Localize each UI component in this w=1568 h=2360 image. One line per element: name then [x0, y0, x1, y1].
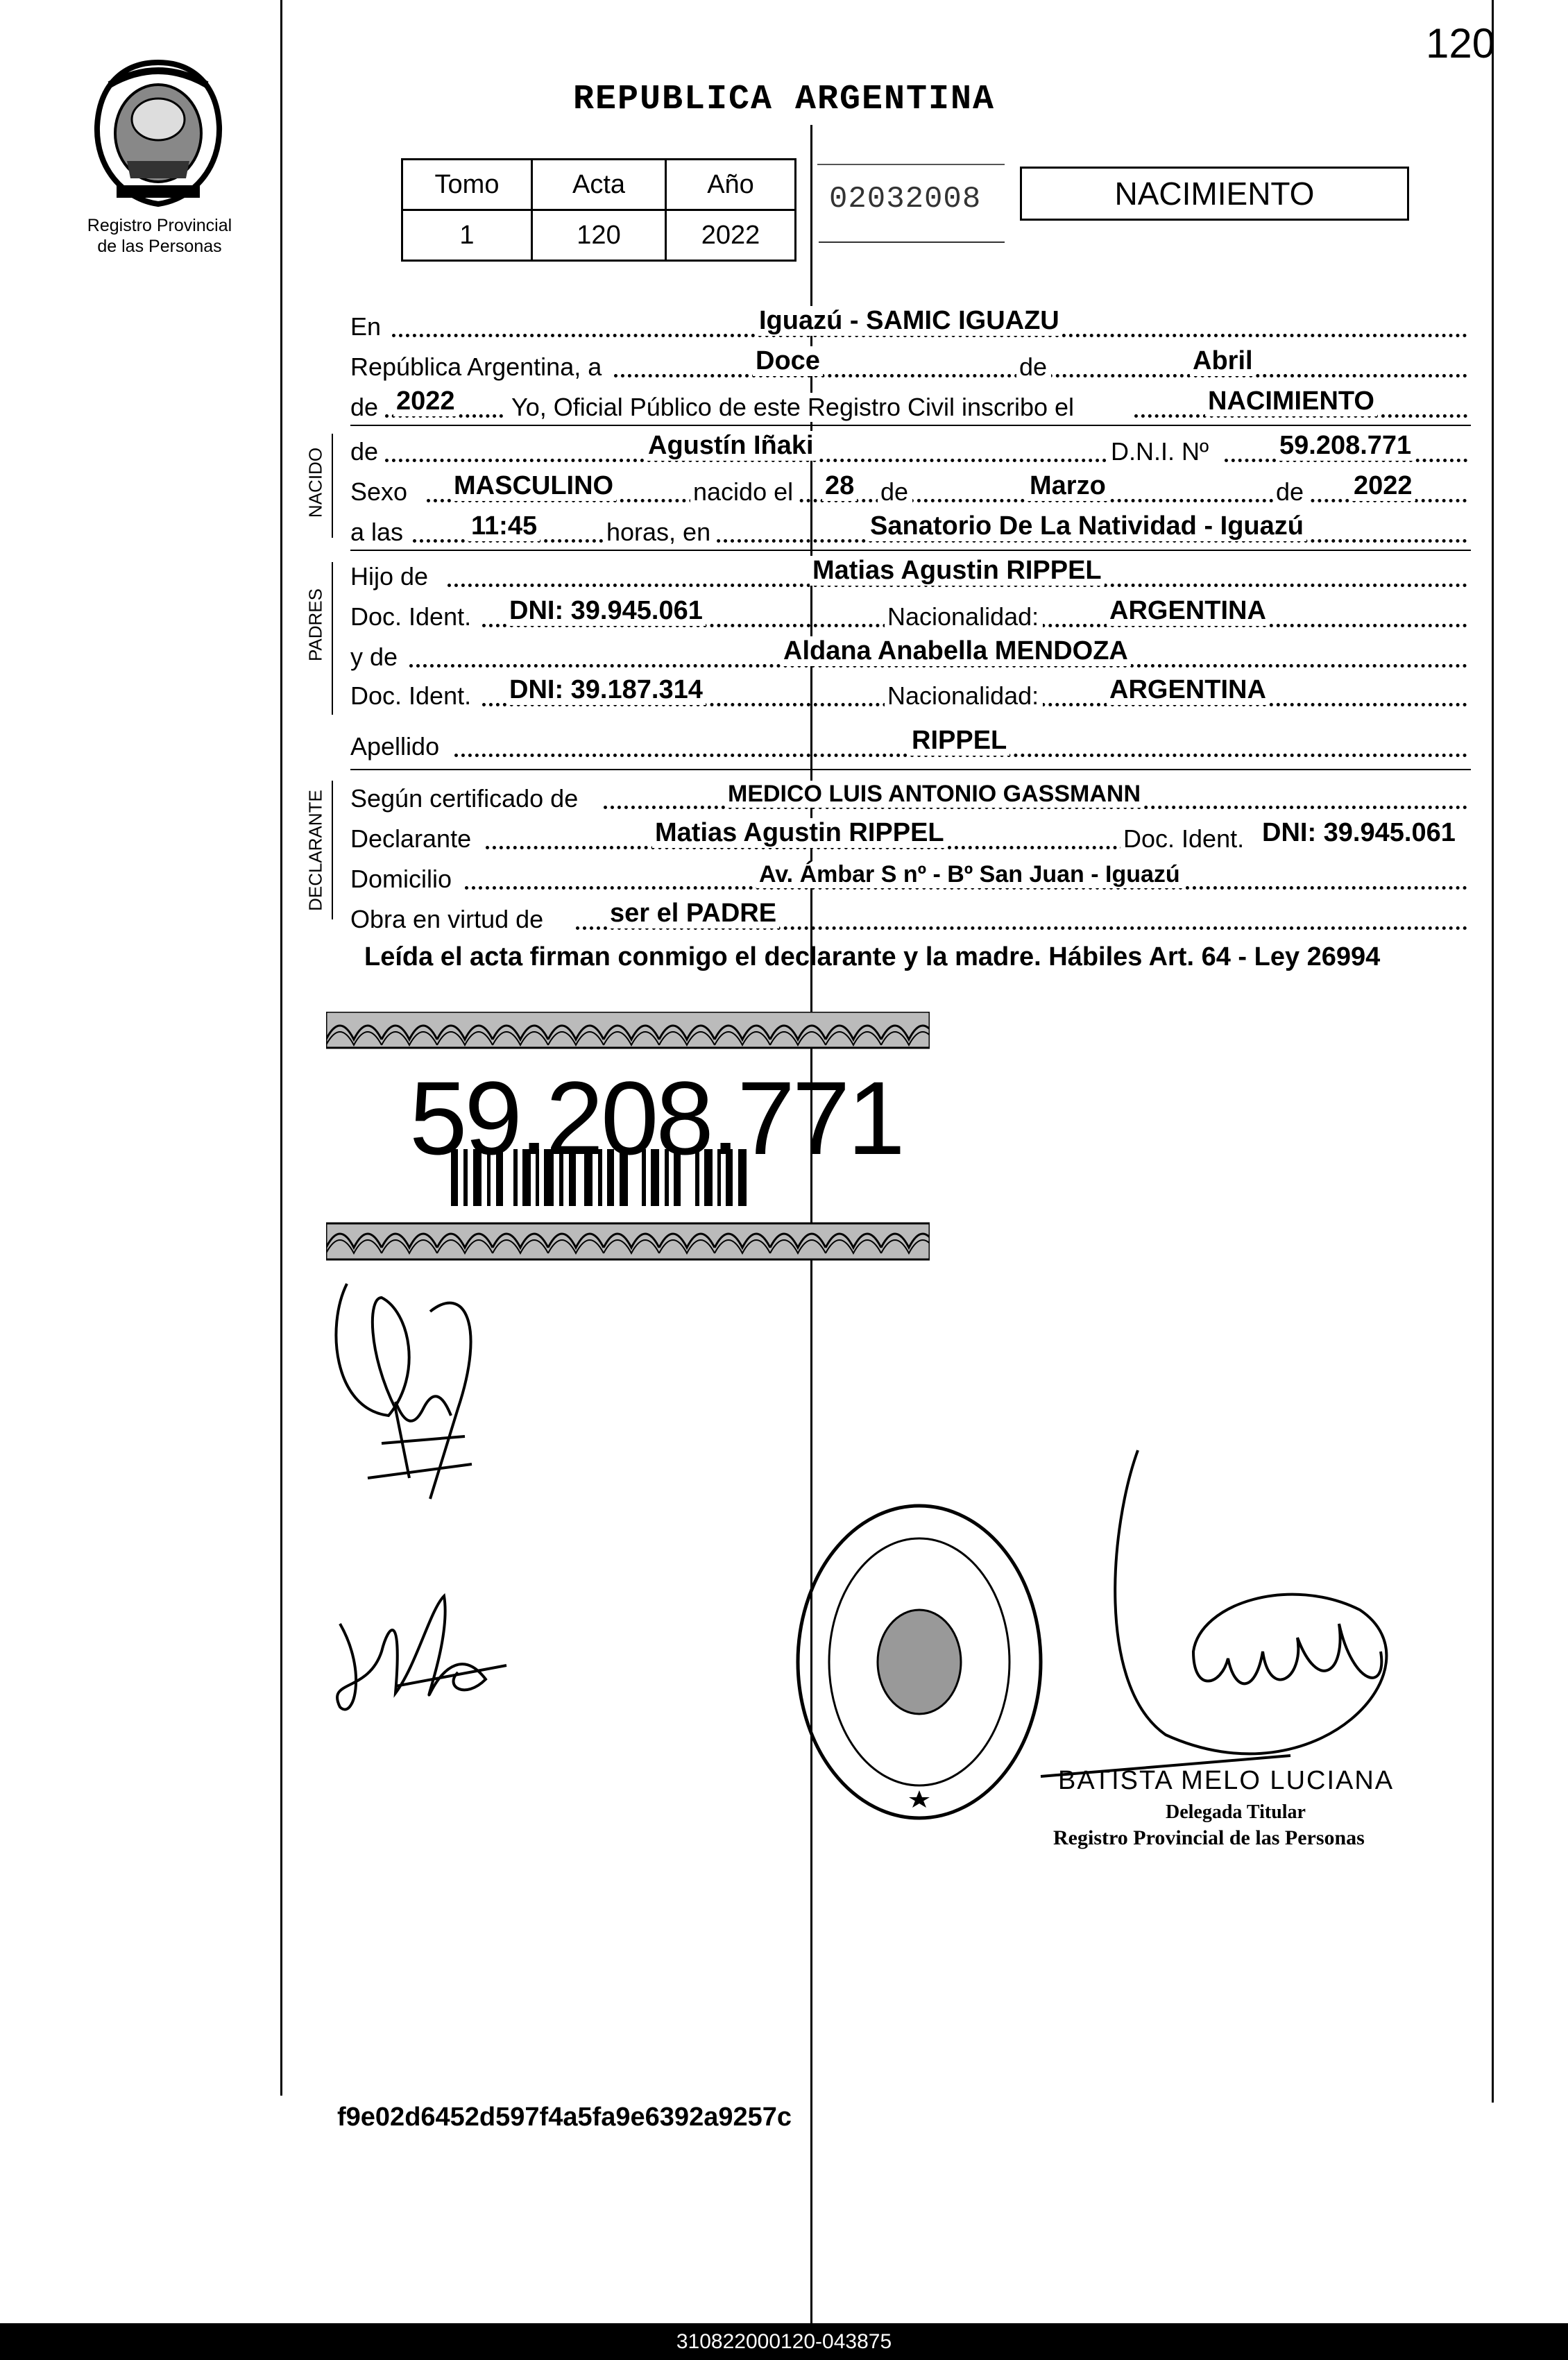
padres-bracket	[332, 562, 333, 715]
page-number: 120	[1426, 20, 1496, 67]
y-de-label: y de	[350, 643, 402, 672]
madre-doc-value: DNI: 39.187.314	[506, 675, 706, 705]
closing-text: Leída el acta firman conmigo el declarante y la madre. Hábiles Art. 64 - Ley 26994	[364, 942, 1381, 971]
row-fecha	[350, 346, 1467, 382]
row-declarante	[350, 817, 1467, 854]
record-code: 02032008	[829, 182, 982, 217]
document-title: REPUBLICA ARGENTINA	[572, 80, 996, 119]
record-type-box: NACIMIENTO	[1020, 167, 1409, 221]
declarante-signature	[326, 1270, 506, 1534]
document-hash: f9e02d6452d597f4a5fa9e6392a9257c	[337, 2103, 792, 2132]
de-label-2: de	[878, 477, 912, 507]
en-value: Iguazú - SAMIC IGUAZU	[756, 306, 1062, 336]
side-label-nacido: NACIDO	[305, 447, 326, 518]
left-margin-line	[280, 0, 282, 2096]
row-certificado	[350, 777, 1467, 813]
row-hijo-de	[350, 555, 1467, 591]
a-las-label: a las	[350, 518, 407, 547]
logo-caption: Registro Provincial de las Personas	[87, 216, 232, 256]
row-anio-acto	[350, 386, 1467, 422]
apellido-label: Apellido	[350, 732, 443, 761]
oficial-text: Yo, Oficial Público de este Registro Civil inscribo el	[509, 393, 1078, 422]
en-label: En	[350, 312, 385, 341]
side-label-declarante: DECLARANTE	[305, 790, 326, 911]
obra-value: ser el PADRE	[607, 899, 779, 928]
certificado-label: Según certificado de	[350, 784, 582, 813]
row-obra	[350, 898, 1467, 934]
hijo-label: Hijo de	[350, 562, 432, 591]
code-stamp-top-line	[817, 164, 1005, 165]
obra-label: Obra en virtud de	[350, 905, 547, 934]
nac-mes-value: Marzo	[1027, 471, 1109, 501]
domicilio-value: Av. Ámbar S nº - Bº San Juan - Iguazú	[756, 861, 1183, 888]
republica-label: República Argentina, a	[350, 353, 606, 382]
de-label-3: de	[1273, 477, 1308, 507]
padre-value: Matias Agustin RIPPEL	[810, 556, 1105, 586]
sexo-value: MASCULINO	[451, 471, 616, 501]
acto-value: NACIMIENTO	[1205, 387, 1377, 416]
nacido-bracket	[332, 434, 333, 538]
separator-line-2	[350, 550, 1471, 551]
padre-nacionalidad-value: ARGENTINA	[1107, 596, 1269, 626]
declarante-label: Declarante	[350, 824, 475, 854]
registro-official-seal	[791, 1499, 1048, 1825]
dia-value: Doce	[753, 346, 823, 376]
code-stamp-bottom-line	[819, 241, 1005, 243]
declarante-doc-label: Doc. Ident.	[1120, 824, 1248, 854]
lugar-value: Sanatorio De La Natividad - Iguazú	[867, 511, 1306, 541]
de-nombre-label: de	[350, 437, 382, 466]
row-padre-doc	[350, 595, 1467, 631]
anio-inscripcion-value: 2022	[393, 387, 458, 416]
row-nombre	[350, 430, 1467, 466]
barcode-number: 59.208.771	[409, 1060, 903, 1176]
separator-line-1	[350, 425, 1471, 426]
nac-dia-value: 28	[822, 471, 857, 501]
dni-label: D.N.I. Nº	[1108, 437, 1213, 466]
de-label: de	[1016, 353, 1051, 382]
madre-nacionalidad-label: Nacionalidad:	[885, 681, 1043, 711]
mes-value: Abril	[1190, 346, 1256, 376]
row-hora-lugar	[350, 511, 1467, 547]
row-domicilio	[350, 858, 1467, 894]
domicilio-label: Domicilio	[350, 865, 456, 894]
official-signature	[1027, 1443, 1429, 1804]
nombre-value: Agustín Iñaki	[645, 431, 817, 461]
horas-label: horas, en	[604, 518, 715, 547]
signatory-name: BATISTA MELO LUCIANA	[1058, 1766, 1395, 1795]
side-label-padres: PADRES	[305, 588, 326, 661]
madre-value: Aldana Anabella MENDOZA	[781, 636, 1131, 666]
footer-code-bar: 310822000120-043875	[0, 2323, 1568, 2360]
acta-value: 120	[532, 210, 666, 261]
dni-value: 59.208.771	[1277, 431, 1414, 461]
anio-header: Año	[666, 160, 796, 210]
sexo-label: Sexo	[350, 477, 411, 507]
separator-line-3	[350, 769, 1471, 770]
madre-doc-label: Doc. Ident.	[350, 681, 475, 711]
declarante-doc-value: DNI: 39.945.061	[1259, 818, 1458, 848]
anio-value: 2022	[666, 210, 796, 261]
tomo-acta-anio-table	[401, 158, 796, 262]
signatory-role: Delegada Titular	[1166, 1801, 1306, 1823]
declarante-bracket	[332, 781, 333, 919]
row-sexo	[350, 470, 1467, 507]
padre-doc-label: Doc. Ident.	[350, 602, 475, 631]
tomo-header: Tomo	[402, 160, 532, 210]
apellido-value: RIPPEL	[909, 726, 1009, 756]
right-margin-line	[1492, 0, 1494, 2103]
de-anio-label: de	[350, 393, 382, 422]
row-madre-doc	[350, 674, 1467, 711]
row-apellido	[350, 725, 1467, 761]
nac-anio-value: 2022	[1351, 471, 1415, 501]
nacido-label: nacido el	[690, 477, 797, 507]
madre-nacionalidad-value: ARGENTINA	[1107, 675, 1269, 705]
signatory-organization: Registro Provincial de las Personas	[1053, 1826, 1365, 1849]
acta-header: Acta	[532, 160, 666, 210]
tomo-value: 1	[402, 210, 532, 261]
madre-signature	[326, 1568, 513, 1742]
declarante-value: Matias Agustin RIPPEL	[652, 818, 947, 848]
hora-value: 11:45	[468, 511, 540, 541]
certificado-value: MEDICO LUIS ANTONIO GASSMANN	[725, 781, 1143, 808]
row-y-de	[350, 636, 1467, 672]
row-en	[350, 305, 1467, 341]
padre-nacionalidad-label: Nacionalidad:	[885, 602, 1043, 631]
padre-doc-value: DNI: 39.945.061	[506, 596, 706, 626]
